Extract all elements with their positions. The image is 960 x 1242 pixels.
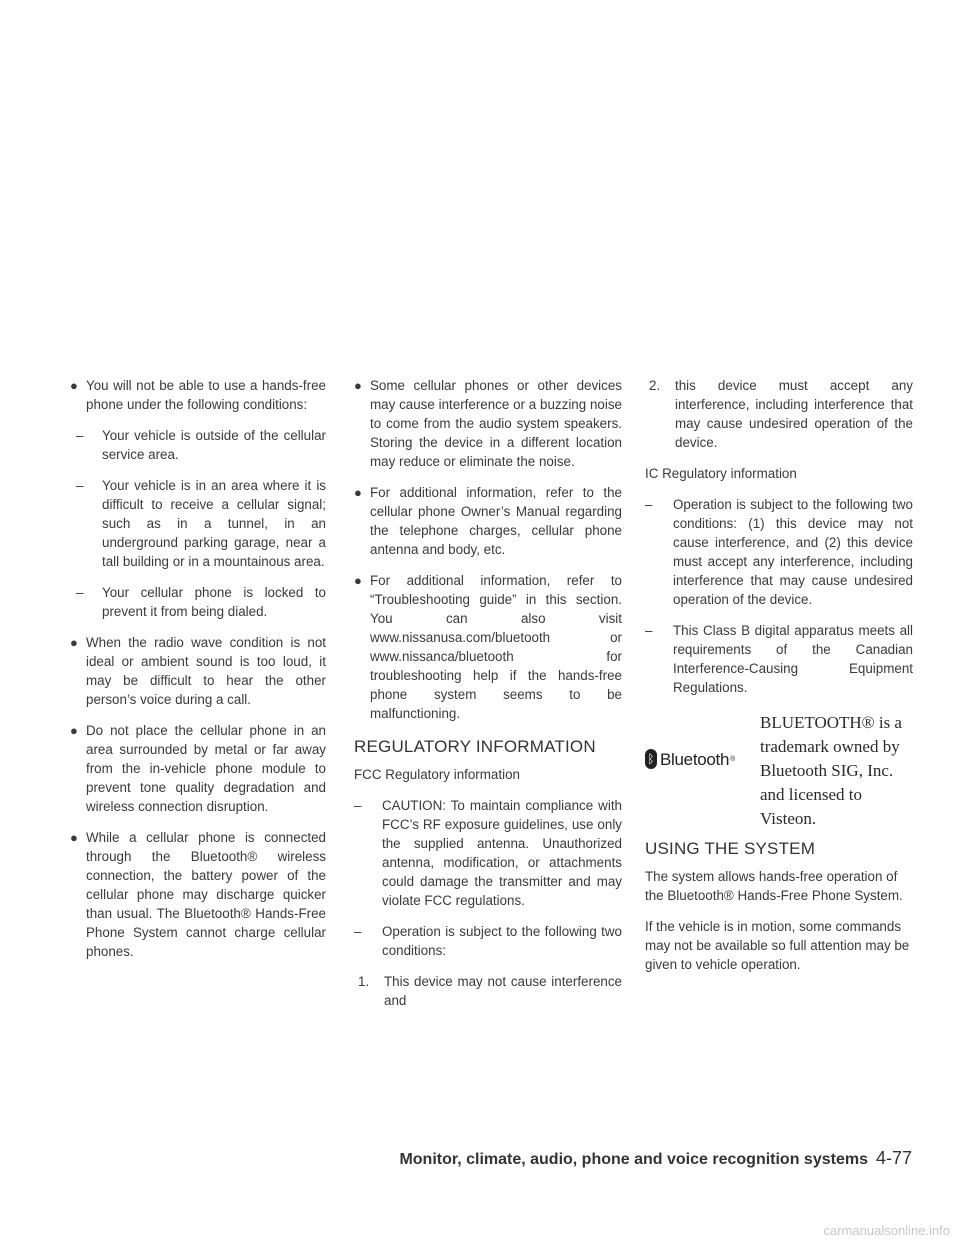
bullet-mark: ● — [70, 635, 78, 650]
bullet-mark: ● — [70, 378, 78, 393]
bullet-item — [354, 571, 622, 723]
numbered-item — [645, 376, 913, 452]
section-heading-regulatory: REGULATORY INFORMATION — [354, 737, 596, 756]
dash-text: Operation is subject to the following two conditions: — [382, 924, 622, 958]
bullet-mark: ● — [354, 573, 362, 588]
bullet-text: You will not be able to use a hands-free phone under the following conditions: — [86, 378, 326, 412]
ic-subtitle: IC Regulatory information — [645, 466, 797, 481]
bullet-mark: ● — [70, 830, 78, 845]
dash-text: Your vehicle is in an area where it is difficult to receive a cellular signal; such as in a tunnel, in an underground parking garage, near a tall building or in a mountainous area. — [102, 478, 326, 569]
page-footer — [399, 1148, 912, 1169]
numbered-text: This device may not cause interference and — [384, 974, 622, 1008]
bullet-text: Do not place the cellular phone in an area surrounded by metal or far away from the in-vehicle phone module to prevent tone quality degradation and wireless connection disruption. — [86, 723, 326, 814]
section-heading-using: USING THE SYSTEM — [645, 839, 816, 858]
bluetooth-icon: ᛒ — [645, 749, 657, 769]
bullet-text: While a cellular phone is connected through the Bluetooth® wireless connection, the battery power of the cellular phone may discharge quicker than usual. The Bluetooth® Hands-Free Phone System cannot charge cellular phones. — [86, 830, 326, 959]
dash-item — [70, 426, 326, 464]
fcc-subtitle: FCC Regulatory information — [354, 767, 520, 782]
bluetooth-wordmark: Bluetooth — [660, 749, 730, 769]
paragraph: If the vehicle is in motion, some commands may not be available so full attention may be given to vehicle operation. — [645, 919, 910, 972]
bullet-mark: ● — [354, 485, 362, 500]
bullet-mark: ● — [354, 378, 362, 393]
dash-item — [354, 796, 622, 910]
dash-text: Your vehicle is outside of the cellular service area. — [102, 428, 326, 462]
dash-text: Your cellular phone is locked to prevent it from being dialed. — [102, 585, 326, 619]
number-mark: 2. — [649, 378, 661, 393]
bullet-item — [70, 721, 326, 816]
paragraph: The system allows hands-free operation of the Bluetooth® Hands-Free Phone System. — [645, 869, 903, 903]
bullet-item — [354, 376, 622, 471]
column-left — [70, 376, 326, 973]
dash-mark: – — [354, 798, 362, 813]
dash-mark: – — [354, 924, 362, 939]
registered-mark: ® — [730, 755, 736, 763]
bullet-text: Some cellular phones or other devices may cause interference or a buzzing noise to come from the audio system speakers. Storing the device in a different location may reduce or eliminate the noise. — [370, 378, 622, 469]
bullet-mark: ● — [70, 723, 78, 738]
dash-text: CAUTION: To maintain compliance with FCC’s RF exposure guidelines, use only the supplied antenna. Unauthorized antenna, modification, or attachments could damage the transmitter and may violate FCC regulations. — [382, 798, 622, 908]
numbered-item — [354, 972, 622, 1010]
dash-text: This Class B digital apparatus meets all requirements of the Canadian Interference-Causing Equipment Regulations. — [673, 623, 913, 695]
bluetooth-logo — [645, 745, 741, 773]
numbered-text: this device must accept any interference, including interference that may cause undesired operation of the device. — [675, 378, 913, 450]
dash-item — [70, 583, 326, 621]
dash-mark: – — [645, 623, 653, 638]
dash-mark: – — [645, 497, 653, 512]
dash-text: Operation is subject to the following two conditions: (1) this device may not cause interference, and (2) this device must accept any interference, including interference that may cause undesired operation of the device. — [673, 497, 913, 607]
dash-item — [645, 495, 913, 609]
dash-item — [645, 621, 913, 697]
footer-section-title: Monitor, climate, audio, phone and voice recognition systems — [399, 1151, 868, 1168]
page-number: 4-77 — [875, 1148, 912, 1168]
bullet-item — [70, 376, 326, 414]
bullet-item — [70, 828, 326, 961]
number-mark: 1. — [358, 974, 370, 989]
watermark: carmanualsonline.info — [823, 1223, 950, 1238]
column-right — [645, 376, 913, 986]
bullet-text: For additional information, refer to the cellular phone Owner’s Manual regarding the telephone charges, cellular phone antenna and body, etc. — [370, 485, 622, 557]
bullet-item — [354, 483, 622, 559]
bullet-item — [70, 633, 326, 709]
bluetooth-trademark-text: BLUETOOTH® is a trademark owned by Bluetooth SIG, Inc. and licensed to Visteon. — [760, 713, 902, 828]
dash-item — [70, 476, 326, 571]
dash-mark: – — [76, 478, 84, 493]
bullet-text: When the radio wave condition is not ideal or ambient sound is too loud, it may be difficult to hear the other person’s voice during a call. — [86, 635, 326, 707]
bluetooth-trademark-block — [645, 713, 913, 828]
dash-item — [354, 922, 622, 960]
dash-mark: – — [76, 585, 84, 600]
bullet-text: For additional information, refer to “Troubleshooting guide” in this section. You can also visit www.nissanusa.com/bluetooth or www.nissanca/bluetooth for troubleshooting help if the hands-free phone system seems to be malfunctioning. — [370, 573, 622, 721]
column-middle — [354, 376, 622, 1022]
dash-mark: – — [76, 428, 84, 443]
